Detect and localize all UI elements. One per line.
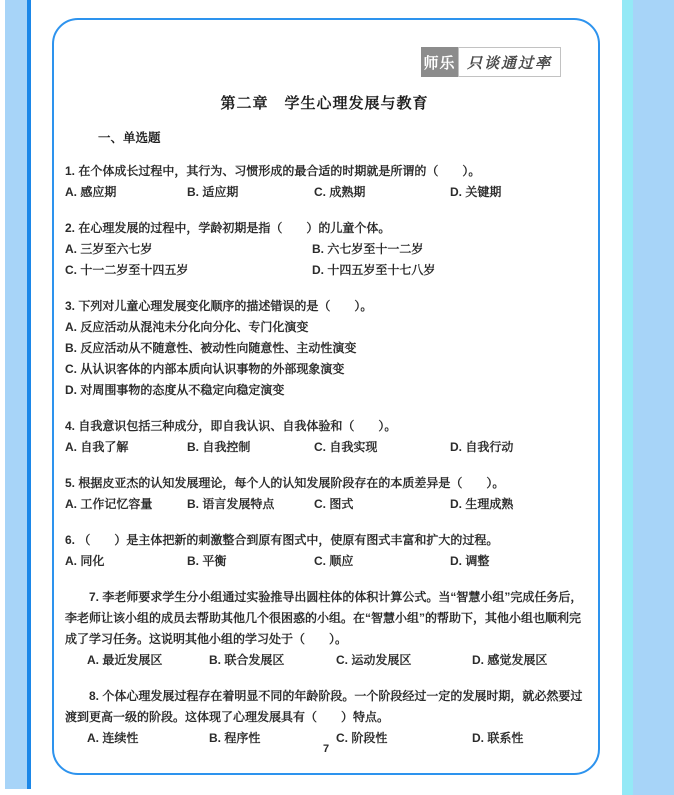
- option-A: A. 连续性: [87, 731, 139, 745]
- option-D: D. 感觉发展区: [472, 653, 548, 667]
- question-1: [65, 161, 584, 203]
- option-B: B. 适应期: [187, 185, 239, 199]
- question-5: [65, 473, 584, 515]
- brand-logo-mark: 师乐: [421, 47, 458, 77]
- question-options: [65, 239, 584, 281]
- question-options: [65, 182, 584, 203]
- question-options: [65, 551, 584, 572]
- question-options: [65, 317, 584, 401]
- right-decorative-stripe-cyan: [622, 0, 633, 795]
- question-options: [65, 650, 584, 671]
- question-6: [65, 530, 584, 572]
- brand-logo-slogan: 只谈通过率: [458, 47, 561, 77]
- questions: [65, 161, 584, 749]
- chapter-title: 第二章 学生心理发展与教育: [220, 95, 429, 112]
- option-B: B. 自我控制: [187, 440, 251, 454]
- document-page: [52, 18, 600, 775]
- option-A: A. 三岁至六七岁: [65, 242, 153, 256]
- question-stem: 1. 在个体成长过程中，其行为、习惯形成的最合适的时期就是所谓的（ ）。: [65, 164, 481, 178]
- question-stem: 3. 下列对儿童心理发展变化顺序的描述错误的是（ ）。: [65, 299, 373, 313]
- question-options: [65, 494, 584, 515]
- page-number: 7: [322, 743, 330, 755]
- question-3: [65, 296, 584, 401]
- option-D: D. 调整: [450, 554, 490, 568]
- brand-logo: [421, 47, 561, 77]
- option-C: C. 从认识客体的内部本质向认识事物的外部现象演变: [65, 362, 345, 376]
- question-2: [65, 218, 584, 281]
- question-stem: 8. 个体心理发展过程存在着明显不同的年龄阶段。一个阶段经过一定的发展时期，就必然要过渡到更高一级的阶段。这体现了心理发展具有（ ）特点。: [65, 689, 583, 724]
- question-stem: 6. （ ）是主体把新的刺激整合到原有图式中，使原有图式丰富和扩大的过程。: [65, 533, 499, 547]
- option-B: B. 语言发展特点: [187, 497, 275, 511]
- option-B: B. 六七岁至十一二岁: [312, 242, 424, 256]
- option-C: C. 阶段性: [336, 731, 388, 745]
- option-C: C. 图式: [314, 497, 354, 511]
- right-decorative-stripe-blue: [633, 0, 674, 795]
- question-4: [65, 416, 584, 458]
- question-stem: 7. 李老师要求学生分小组通过实验推导出圆柱体的体积计算公式。当“智慧小组”完成任务后，李老师让该小组的成员去帮助其他几个很困惑的小组。在“智慧小组”的帮助下，其他小组也顺利完成了学习任务。这说明其他小组的学习处于（ ）。: [65, 590, 583, 646]
- option-A: A. 同化: [65, 554, 105, 568]
- question-options: [65, 437, 584, 458]
- option-D: D. 十四五岁至十七八岁: [312, 263, 436, 277]
- option-C: C. 顺应: [314, 554, 354, 568]
- option-D: D. 生理成熟: [450, 497, 514, 511]
- question-7: [65, 587, 584, 671]
- question-stem: 4. 自我意识包括三种成分，即自我认识、自我体验和（ ）。: [65, 419, 397, 433]
- option-B: B. 联合发展区: [209, 653, 285, 667]
- option-D: D. 关键期: [450, 185, 502, 199]
- section-heading: 一、单选题: [98, 131, 161, 145]
- option-D: D. 联系性: [472, 731, 524, 745]
- left-decorative-stripe: [5, 0, 31, 789]
- option-A: A. 工作记忆容量: [65, 497, 153, 511]
- question-stem: 2. 在心理发展的过程中，学龄初期是指（ ）的儿童个体。: [65, 221, 391, 235]
- logo-row: [65, 47, 584, 77]
- option-D: D. 对周围事物的态度从不稳定向稳定演变: [65, 383, 285, 397]
- option-C: C. 运动发展区: [336, 653, 412, 667]
- option-B: B. 程序性: [209, 731, 261, 745]
- option-A: A. 反应活动从混沌未分化向分化、专门化演变: [65, 320, 309, 334]
- option-C: C. 成熟期: [314, 185, 366, 199]
- option-A: A. 最近发展区: [87, 653, 163, 667]
- question-stem: 5. 根据皮亚杰的认知发展理论，每个人的认知发展阶段存在的本质差异是（ ）。: [65, 476, 505, 490]
- question-8: [65, 686, 584, 749]
- option-A: A. 感应期: [65, 185, 117, 199]
- option-A: A. 自我了解: [65, 440, 129, 454]
- option-D: D. 自我行动: [450, 440, 514, 454]
- option-C: C. 十一二岁至十四五岁: [65, 263, 189, 277]
- option-B: B. 平衡: [187, 554, 227, 568]
- option-B: B. 反应活动从不随意性、被动性向随意性、主动性演变: [65, 341, 357, 355]
- option-C: C. 自我实现: [314, 440, 378, 454]
